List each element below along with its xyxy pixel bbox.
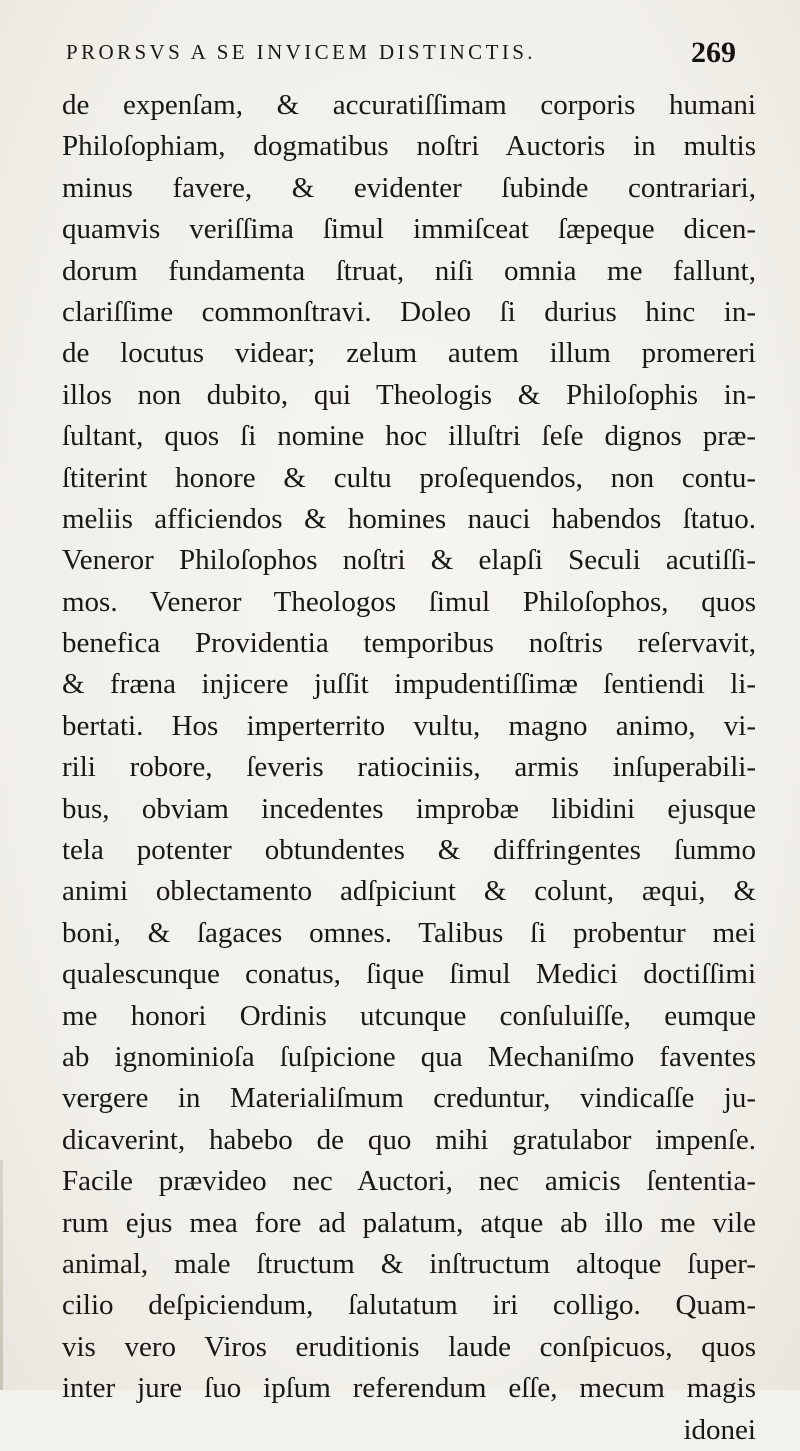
text-line: vis vero Viros eruditionis laude conſpicuos, quos [62, 1330, 756, 1363]
text-line: meliis afficiendos & homines nauci habendos ſtatuo. [62, 502, 756, 535]
text-line: Facile prævideo nec Auctori, nec amicis ſententia- [62, 1165, 756, 1198]
text-line: me honori Ordinis utcunque conſuluiſſe, eumque [62, 999, 756, 1032]
text-line: & fræna injicere juſſit impudentiſſimæ ſentiendi li- [62, 668, 756, 701]
body-text [62, 85, 756, 1451]
text-line: illos non dubito, qui Theologis & Philoſophis in- [62, 378, 756, 411]
text-line: animi oblectamento adſpiciunt & colunt, æqui, & [62, 875, 756, 908]
text-line: dicaverint, habebo de quo mihi gratulabor impenſe. [62, 1123, 756, 1156]
text-line: ſtiterint honore & cultu proſequendos, non contu- [62, 461, 756, 494]
text-line: minus favere, & evidenter ſubinde contrariari, [62, 171, 756, 204]
text-line: qualescunque conatus, ſique ſimul Medici doctiſſimi [62, 958, 756, 991]
text-line: inter jure ſuo ipſum referendum eſſe, mecum magis [62, 1372, 756, 1405]
catchword: idonei [683, 1413, 756, 1446]
running-title: PRORSVS A SE INVICEM DISTINCTIS. [66, 40, 536, 64]
text-line: vergere in Materialiſmum creduntur, vindicaſſe ju- [62, 1082, 756, 1115]
text-line: quamvis veriſſima ſimul immiſceat ſæpeque dicen- [62, 213, 756, 246]
text-line: dorum fundamenta ſtruat, niſi omnia me fallunt, [62, 254, 756, 287]
text-line: clariſſime commonſtravi. Doleo ſi durius hinc in- [62, 295, 756, 328]
text-line: ab ignominioſa ſuſpicione qua Mechaniſmo faventes [62, 1040, 756, 1073]
text-line: de expenſam, & accuratiſſimam corporis humani [62, 89, 756, 121]
text-line: rum ejus mea fore ad palatum, atque ab illo me vile [62, 1206, 756, 1239]
text-line: Veneror Philoſophos noſtri & elapſi Seculi acutiſſi- [62, 544, 756, 577]
page-number: 269 [691, 36, 736, 69]
text-line: boni, & ſagaces omnes. Talibus ſi probentur mei [62, 916, 756, 949]
text-line: mos. Veneror Theologos ſimul Philoſophos, quos [62, 585, 756, 618]
text-line: ſultant, quos ſi nomine hoc illuſtri ſeſe dignos præ- [62, 420, 756, 453]
text-line: tela potenter obtundentes & diffringentes ſummo [62, 834, 756, 867]
text-line: bus, obviam incedentes improbæ libidini ejusque [62, 792, 756, 825]
text-line: Philoſophiam, dogmatibus noſtri Auctoris in multis [62, 130, 756, 163]
text-line: bertati. Hos imperterrito vultu, magno animo, vi- [62, 709, 756, 742]
text-line: animal, male ſtructum & inſtructum altoque ſuper- [62, 1247, 756, 1280]
page-edge-shadow [0, 1160, 3, 1390]
running-head [66, 36, 736, 76]
text-line: benefica Providentia temporibus noſtris reſervavit, [62, 627, 756, 660]
text-line: de locutus videar; zelum autem illum promereri [62, 337, 756, 370]
text-line: cilio deſpiciendum, ſalutatum iri colligo. Quam- [62, 1289, 756, 1322]
text-line: rili robore, ſeveris ratiociniis, armis inſuperabili- [62, 751, 756, 784]
